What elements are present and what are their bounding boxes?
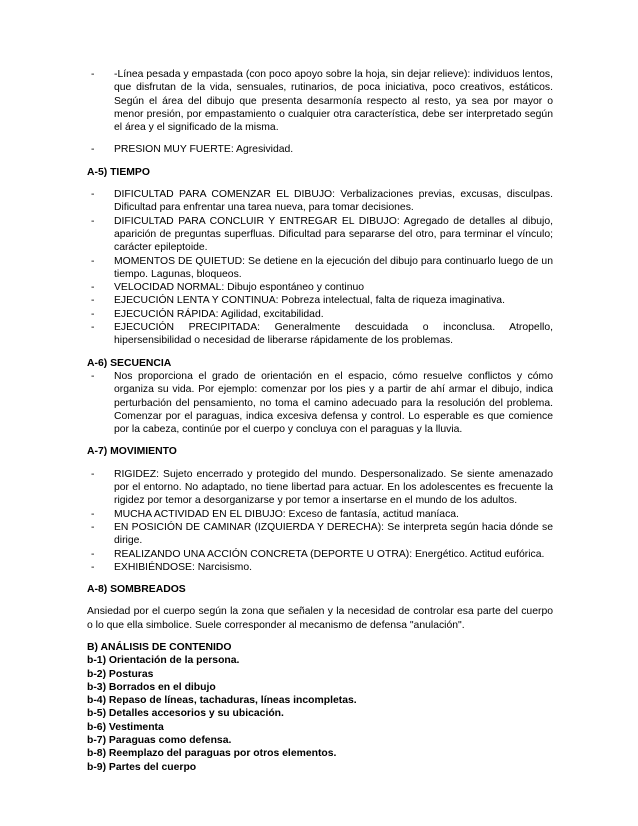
bullet-item [87,308,553,321]
bullet-item [87,321,553,348]
section-heading-movimiento: A-7) MOVIMIENTO [87,446,177,458]
bullet-dash: - [91,144,95,156]
bullet-dash: - [91,548,95,560]
bullet-item [87,68,553,134]
document-page [87,68,553,774]
analisis-line: b-5) Detalles accesorios y su ubicación. [87,708,284,720]
bullet-item [87,281,553,294]
analisis-line: b-4) Repaso de líneas, tachaduras, líneas incompletas. [87,695,357,707]
bullet-text: MOMENTOS DE QUIETUD: Se detiene en la ejecución del dibujo para continuarlo luego de un tiempo. Lagunas, bloqueos. [114,255,553,280]
bullet-item [87,255,553,282]
bullet-text: Nos proporciona el grado de orientación en el espacio, cómo resuelve conflictos y cómo organiza su vida. Por ejemplo: comenzar por los pies y a partir de ahí armar el dibujo, indica perturbación del pensamiento, no toma el camino adecuado para la resolución del problema. Comenzar por el paraguas, indica excesiva defensa y control. Lo esperable es que comience por la cabeza, continúe por el cuerpo y concluya con el paraguas y la lluvia. [114,370,553,436]
analisis-line: b-1) Orientación de la persona. [87,655,240,667]
bullet-dash: - [91,322,95,334]
bullet-text: EJECUCIÓN RÁPIDA: Agilidad, excitabilidad. [114,308,324,320]
bullet-item [87,294,553,307]
section-heading-analisis: B) ANÁLISIS DE CONTENIDO [87,641,232,653]
bullet-text: EXHIBIÉNDOSE: Narcisismo. [114,561,252,573]
bullet-dash: - [91,255,95,267]
bullet-dash: - [91,215,95,227]
sombreados-paragraph: Ansiedad por el cuerpo según la zona que señalen y la necesidad de controlar esa parte del cuerpo o lo que ella simbolice. Suele corresponder al mecanismo de defensa "anulación". [87,606,553,631]
bullet-text: VELOCIDAD NORMAL: Dibujo espontáneo y continuo [114,282,365,294]
bullet-item [87,508,553,521]
analisis-line: b-7) Paraguas como defensa. [87,735,232,747]
bullet-dash: - [91,561,95,573]
bullet-text: EJECUCIÓN PRECIPITADA: Generalmente descuidada o inconclusa. Atropello, hipersensibilidad o necesidad de liberarse rápidamente de los problemas. [114,322,553,347]
bullet-dash: - [91,521,95,533]
analisis-line: b-2) Posturas [87,668,154,680]
bullet-item [87,468,553,508]
bullet-item [87,188,553,215]
section-heading-tiempo: A-5) TIEMPO [87,166,150,178]
bullet-dash: - [91,189,95,201]
bullet-item [87,370,553,436]
bullet-dash: - [91,468,95,480]
bullet-text: EJECUCIÓN LENTA Y CONTINUA: Pobreza intelectual, falta de riqueza imaginativa. [114,295,505,307]
bullet-item [87,521,553,548]
bullet-item [87,215,553,255]
bullet-dash: - [91,308,95,320]
analisis-line: b-6) Vestimenta [87,721,164,733]
analisis-line: b-9) Partes del cuerpo [87,761,197,773]
analisis-line: b-8) Reemplazo del paraguas por otros elementos. [87,748,337,760]
bullet-item [87,561,553,574]
bullet-dash: - [91,295,95,307]
bullet-text: EN POSICIÓN DE CAMINAR (IZQUIERDA Y DERECHA): Se interpreta según hacia dónde se dirige. [114,521,553,547]
section-heading-secuencia: A-6) SECUENCIA [87,357,172,369]
bullet-text: MUCHA ACTIVIDAD EN EL DIBUJO: Exceso de fantasía, actitud maníaca. [114,508,459,520]
bullet-text: PRESION MUY FUERTE: Agresividad. [114,144,294,156]
bullet-dash: - [91,370,95,382]
bullet-text: DIFICULTAD PARA CONCLUIR Y ENTREGAR EL DIBUJO: Agregado de detalles al dibujo, aparición de preguntas superfluas. Dificultad para separarse del otro, para terminar el vínculo; carácter epileptoide. [114,215,553,254]
analisis-line: b-3) Borrados en el dibujo [87,681,216,693]
bullet-text: REALIZANDO UNA ACCIÓN CONCRETA (DEPORTE U OTRA): Energético. Actitud eufórica. [114,548,545,560]
bullet-text: DIFICULTAD PARA COMENZAR EL DIBUJO: Verbalizaciones previas, excusas, disculpas. Dificultad para enfrentar una tarea nueva, para tomar decisiones. [114,189,553,214]
bullet-dash: - [91,69,95,80]
bullet-dash: - [91,508,95,520]
bullet-item [87,548,553,561]
bullet-text: RIGIDEZ: Sujeto encerrado y protegido del mundo. Despersonalizado. Se siente amenazado por el entorno. No adaptado, no tiene libertad para actuar. En los adolescentes es frecuente la rigidez por temor a desorganizarse y por temor a insertarse en el mundo de los adultos. [114,468,553,507]
section-heading-sombreados: A-8) SOMBREADOS [87,584,186,596]
bullet-item [87,143,553,156]
bullet-dash: - [91,282,95,294]
bullet-text: -Línea pesada y empastada (con poco apoyo sobre la hoja, sin dejar relieve): individuos lentos, que disfrutan de la vida, sensuales, rutinarios, de poca iniciativa, poco creativos, estáticos. Según el área del dibujo que presenta desarmonía respecto al resto, ya sea por mayor o menor presión, por empastamiento o cualquier otra característica, debe ser interpretado según el área y el significado de la misma. [114,69,553,134]
